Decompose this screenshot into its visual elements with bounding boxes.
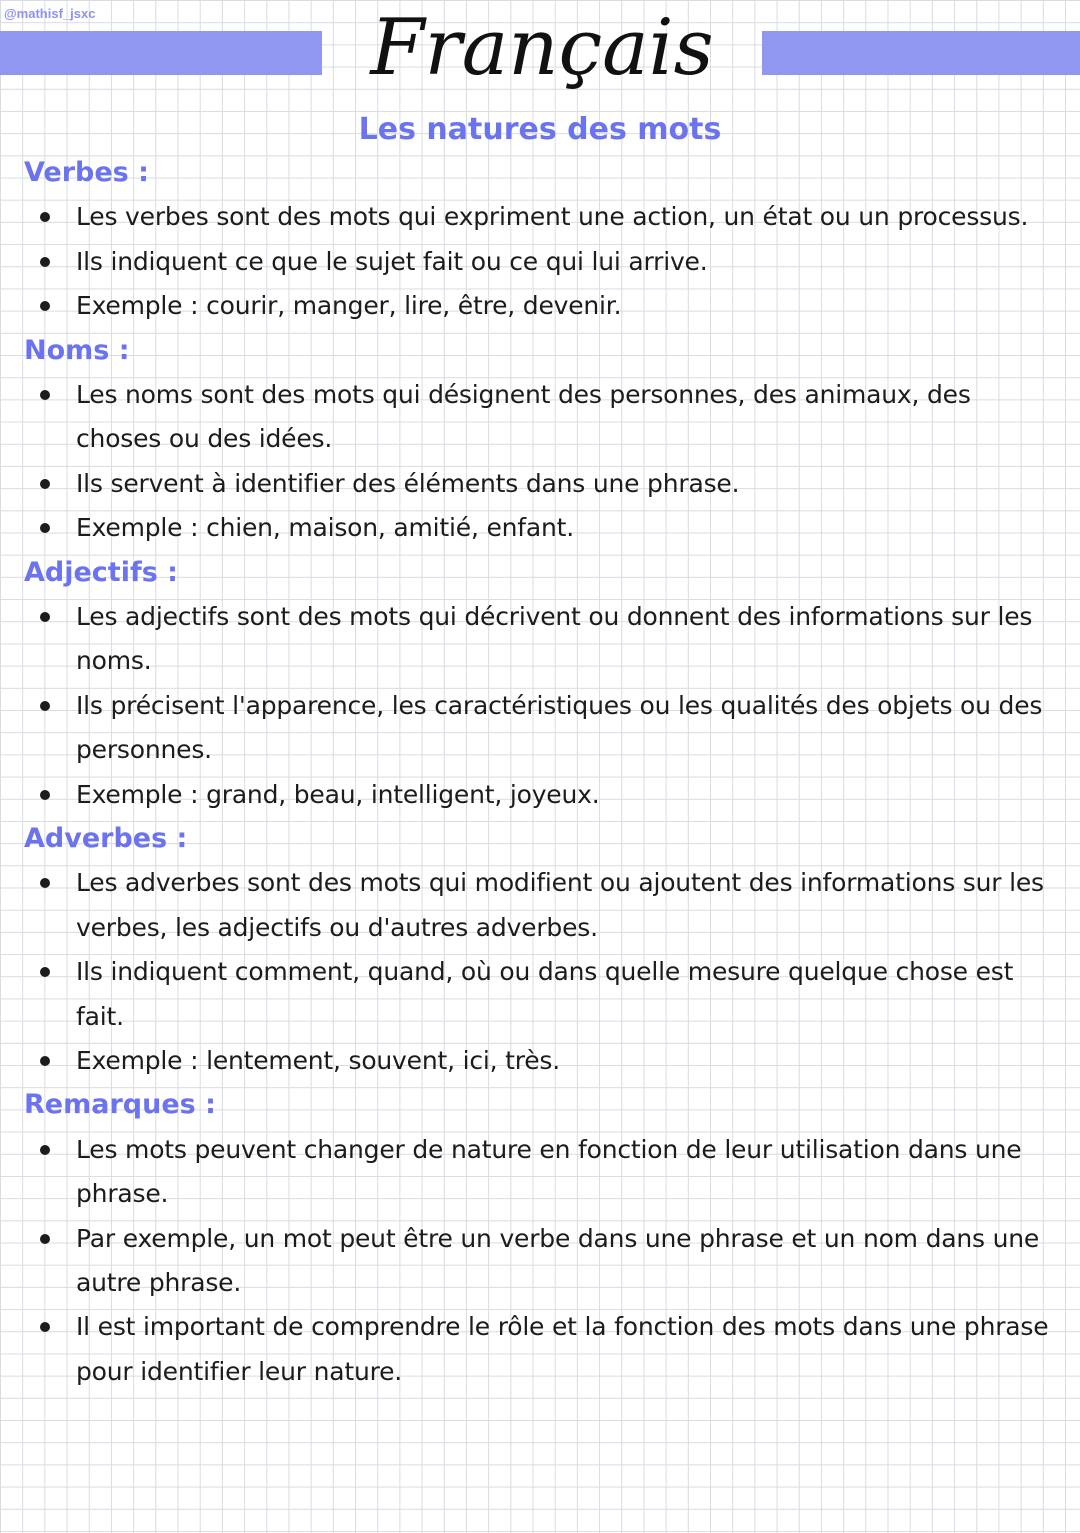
list-item [0,1128,1080,1217]
bullet-list [0,861,1080,1083]
list-item-text: Par exemple, un mot peut être un verbe dans une phrase et un nom dans une autre phrase. [76,1223,1040,1298]
bullet-icon [40,523,50,533]
list-item [0,195,1080,239]
section-remarques [0,1083,1080,1394]
list-item-text: Exemple : courir, manger, lire, être, devenir. [76,291,622,321]
list-item-text: Ils indiquent comment, quand, où ou dans quelle mesure quelque chose est fait. [76,957,1014,1031]
bullet-icon [40,390,50,400]
bullet-list [0,595,1080,817]
list-item [0,506,1080,550]
bullet-list [0,195,1080,328]
list-item [0,595,1080,684]
section-adverbes [0,817,1080,1083]
list-item [0,462,1080,506]
bullet-list [0,1128,1080,1394]
bullet-icon [40,612,50,622]
list-item-text: Il est important de comprendre le rôle et la fonction des mots dans une phrase pour identifier leur nature. [76,1312,1049,1386]
bullet-icon [40,878,50,888]
list-item [0,1039,1080,1083]
notes-content [0,151,1080,1394]
list-item [0,950,1080,1039]
bullet-icon [40,301,50,311]
author-watermark: @mathisf_jsxc [4,6,96,21]
list-item-text: Exemple : lentement, souvent, ici, très. [76,1046,560,1076]
list-item [0,284,1080,328]
list-item-text: Les mots peuvent changer de nature en fonction de leur utilisation dans une phrase. [76,1134,1022,1209]
list-item [0,773,1080,817]
list-item-text: Ils indiquent ce que le sujet fait ou ce qui lui arrive. [76,246,708,276]
bullet-icon [40,967,50,977]
list-item-text: Ils précisent l'apparence, les caractéristiques ou les qualités des objets ou des personnes. [76,690,1043,765]
bullet-list [0,373,1080,551]
section-heading: Remarques : [24,1089,216,1121]
section-verbes [0,151,1080,329]
bullet-icon [40,212,50,222]
section-heading: Noms : [24,334,130,366]
list-item [0,1217,1080,1306]
bullet-icon [40,790,50,800]
list-item [0,861,1080,950]
list-item-text: Les noms sont des mots qui désignent des personnes, des animaux, des choses ou des idées. [76,380,971,454]
list-item [0,373,1080,462]
list-item [0,240,1080,284]
section-heading: Verbes : [24,157,149,188]
section-noms [0,329,1080,551]
list-item [0,1305,1080,1394]
title-bar-right [762,31,1080,75]
page-title: Français [370,3,714,93]
section-heading: Adjectifs : [24,556,178,588]
bullet-icon [40,1322,50,1332]
bullet-icon [40,701,50,711]
bullet-icon [40,1145,50,1155]
bullet-icon [40,1234,50,1244]
list-item-text: Ils servent à identifier des éléments dans une phrase. [76,468,740,498]
bullet-icon [40,1056,50,1066]
list-item-text: Les adjectifs sont des mots qui décrivent ou donnent des informations sur les noms. [76,602,1033,676]
list-item [0,684,1080,773]
bullet-icon [40,479,50,489]
section-adjectifs [0,551,1080,817]
list-item-text: Les verbes sont des mots qui expriment une action, un état ou un processus. [76,202,1029,232]
list-item-text: Exemple : chien, maison, amitié, enfant. [76,513,574,543]
page-subtitle: Les natures des mots [358,112,722,147]
list-item-text: Exemple : grand, beau, intelligent, joyeux. [76,779,600,809]
title-bar-left [0,31,322,75]
list-item-text: Les adverbes sont des mots qui modifient ou ajoutent des informations sur les verbes, les adjectifs ou d'autres adverbes. [76,868,1044,942]
bullet-icon [40,257,50,267]
section-heading: Adverbes : [24,823,188,855]
